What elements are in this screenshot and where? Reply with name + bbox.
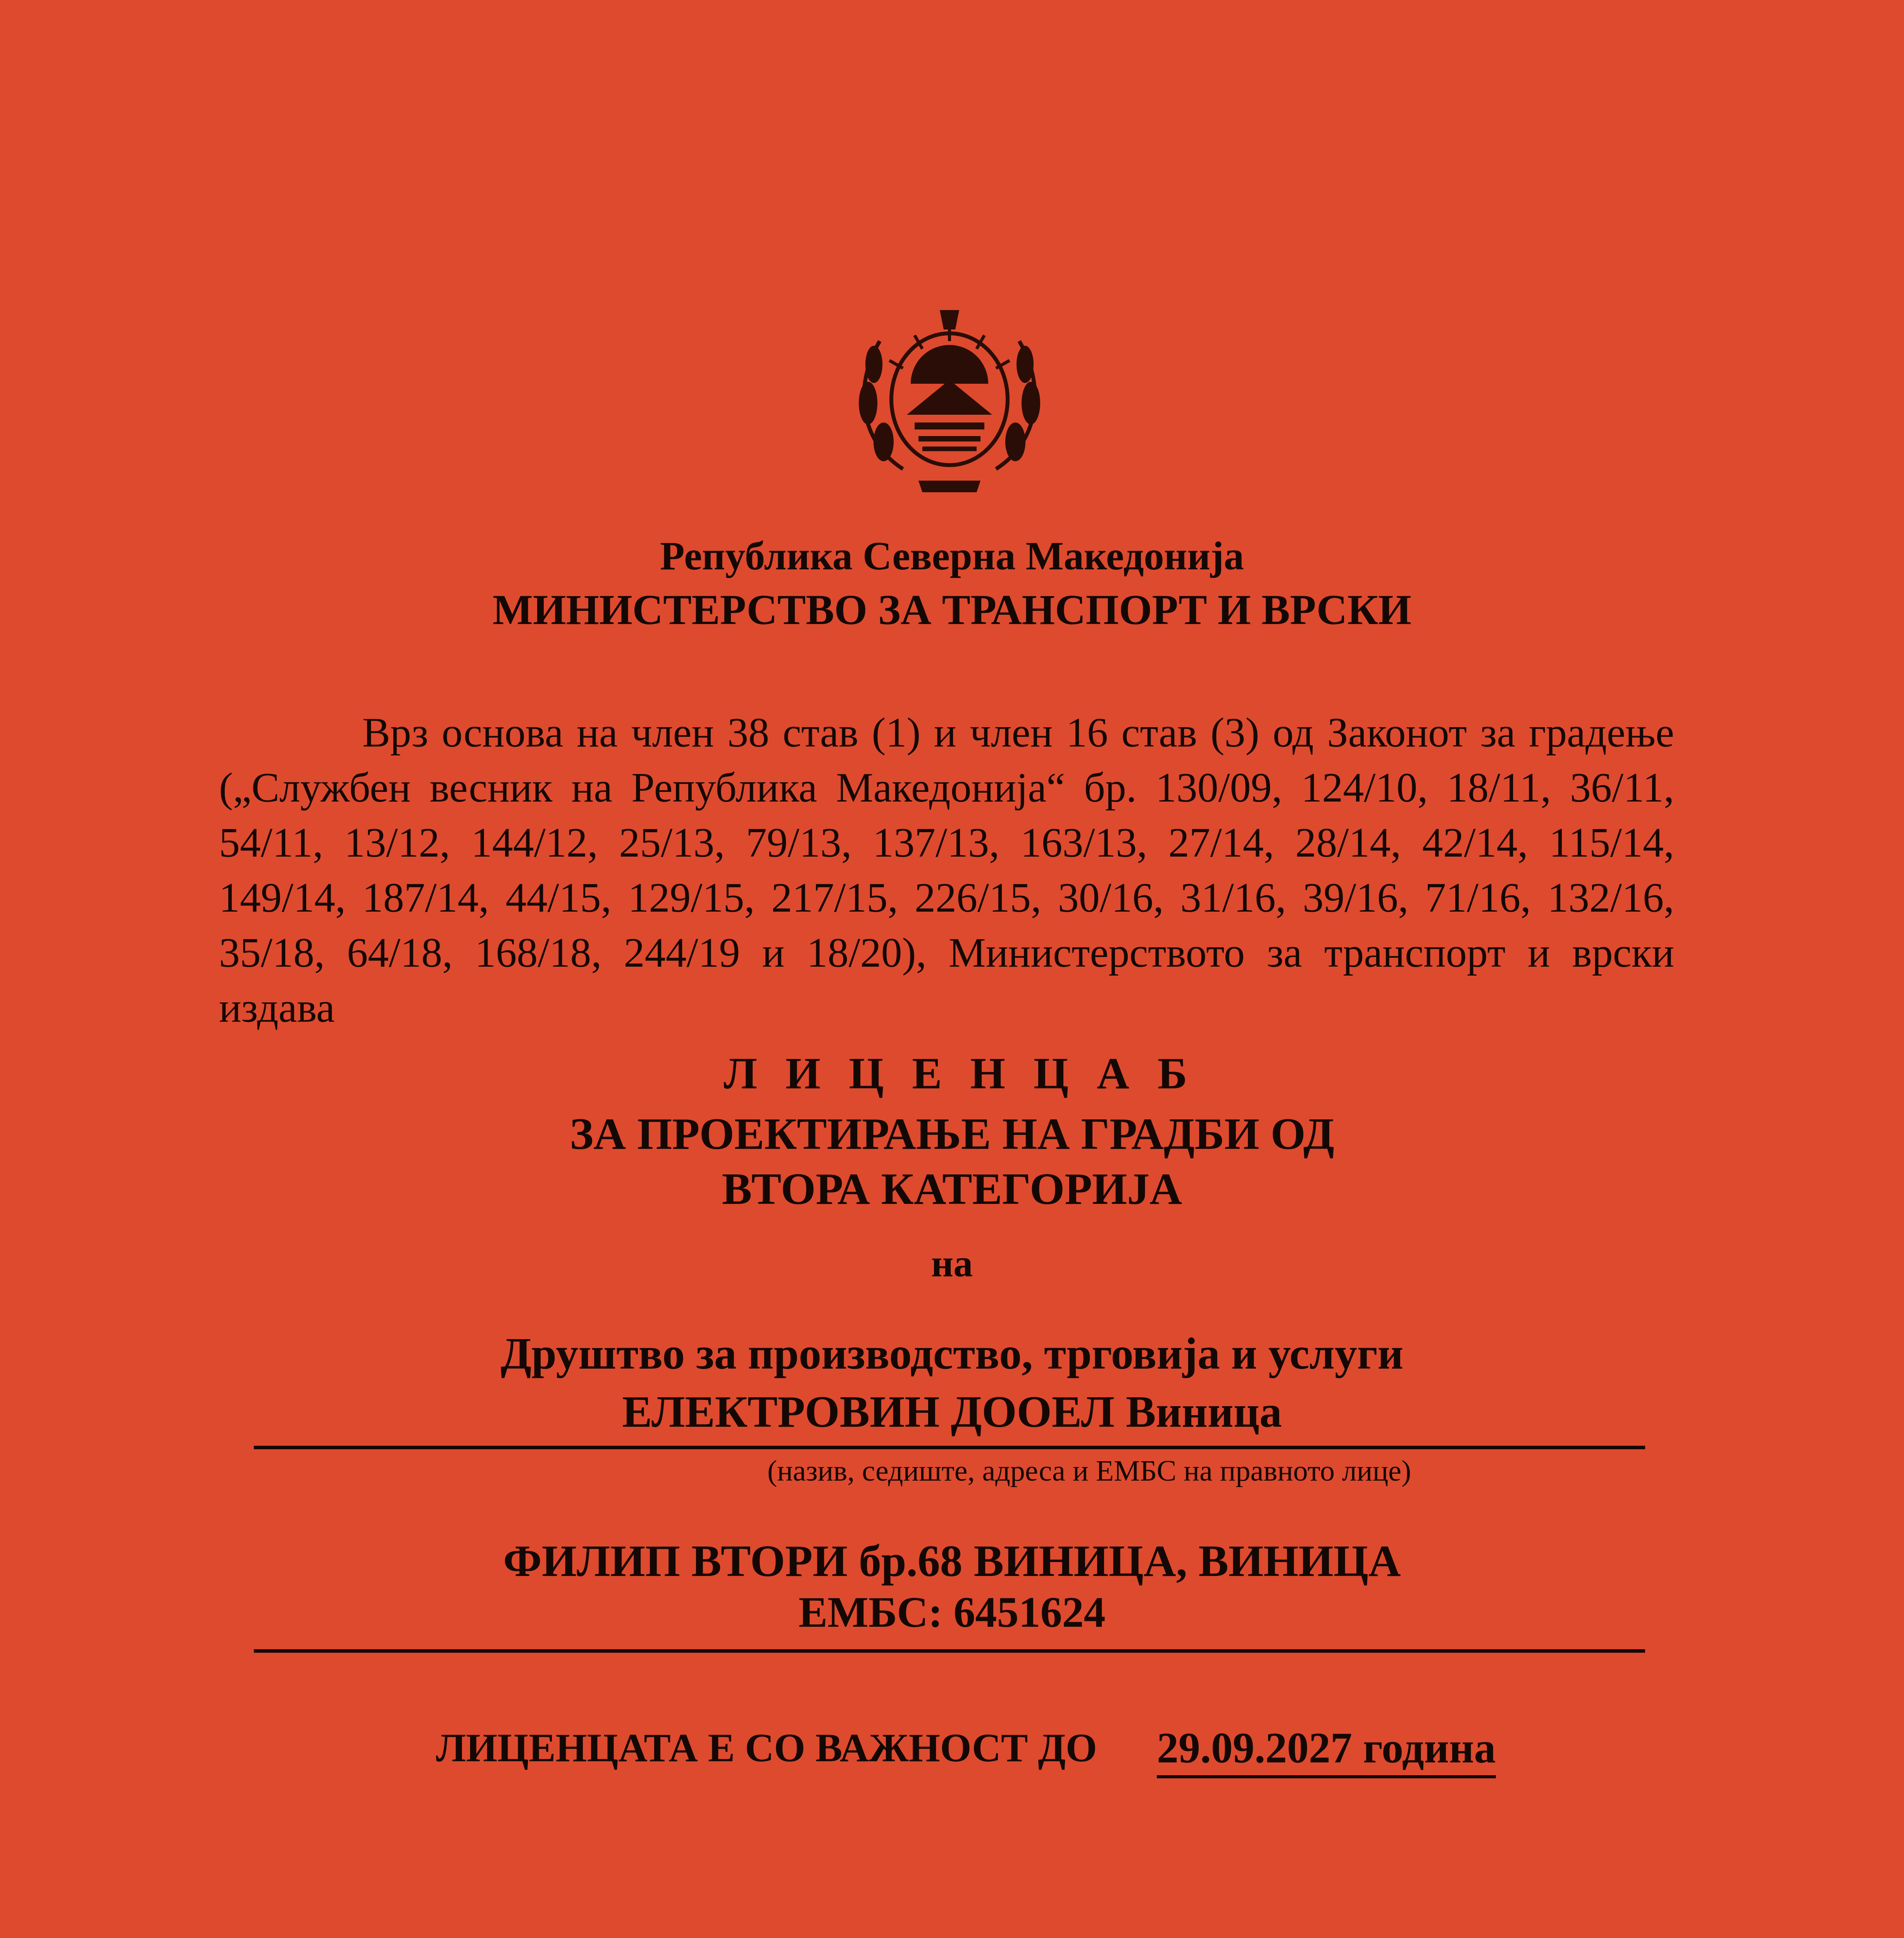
license-subtitle-line2: ВТОРА КАТЕГОРИЈА xyxy=(722,1164,1182,1214)
holder-address: ФИЛИП ВТОРИ бр.68 ВИНИЦА, ВИНИЦА xyxy=(503,1536,1401,1586)
country-name: Република Северна Македонија xyxy=(660,534,1244,578)
address-underline xyxy=(254,1649,1645,1653)
coat-of-arms-icon xyxy=(845,287,1054,504)
holder-underline xyxy=(254,1446,1645,1449)
holder-caption: (назив, седиште, адреса и ЕМБС на правното лице) xyxy=(767,1455,1411,1487)
validity-date: 29.09.2027 година xyxy=(1157,1721,1496,1778)
holder-line1: Друштво за производство, трговија и услуги xyxy=(500,1329,1404,1379)
validity-label: ЛИЦЕНЦАТА Е СО ВАЖНОСТ ДО xyxy=(436,1726,1097,1770)
holder-line2: ЕЛЕКТРОВИН ДООЕЛ Виница xyxy=(622,1387,1282,1437)
preamble-text: Врз основа на член 38 став (1) и член 16 став (3) од Законот за градење („Службен весник на Република Македонија“ бр. 130/09, 124/10, 18/11, 36/11, 54/11, 13/12, 144/12, 25/13, 79/13, 137/13, 163/13, 27/14, 28/14, 42/14, 115/14, 149/14, 187/14, 44/15, 129/15, 217/15, 226/15, 30/16, 31/16, 39/16, 71/16, 132/16, 35/18, 64/18, 168/18, 244/19 и 18/20), Министерството за транспорт и врски издава xyxy=(219,710,1674,1031)
license-title: Л И Ц Е Н Ц А Б xyxy=(724,1049,1196,1098)
license-to: на xyxy=(931,1242,973,1285)
ministry-name: МИНИСТЕРСТВО ЗА ТРАНСПОРТ И ВРСКИ xyxy=(493,586,1411,633)
preamble-paragraph xyxy=(219,705,1674,1036)
holder-embs: ЕМБС: 6451624 xyxy=(798,1588,1106,1636)
license-subtitle-line1: ЗА ПРОЕКТИРАЊЕ НА ГРАДБИ ОД xyxy=(570,1109,1334,1159)
